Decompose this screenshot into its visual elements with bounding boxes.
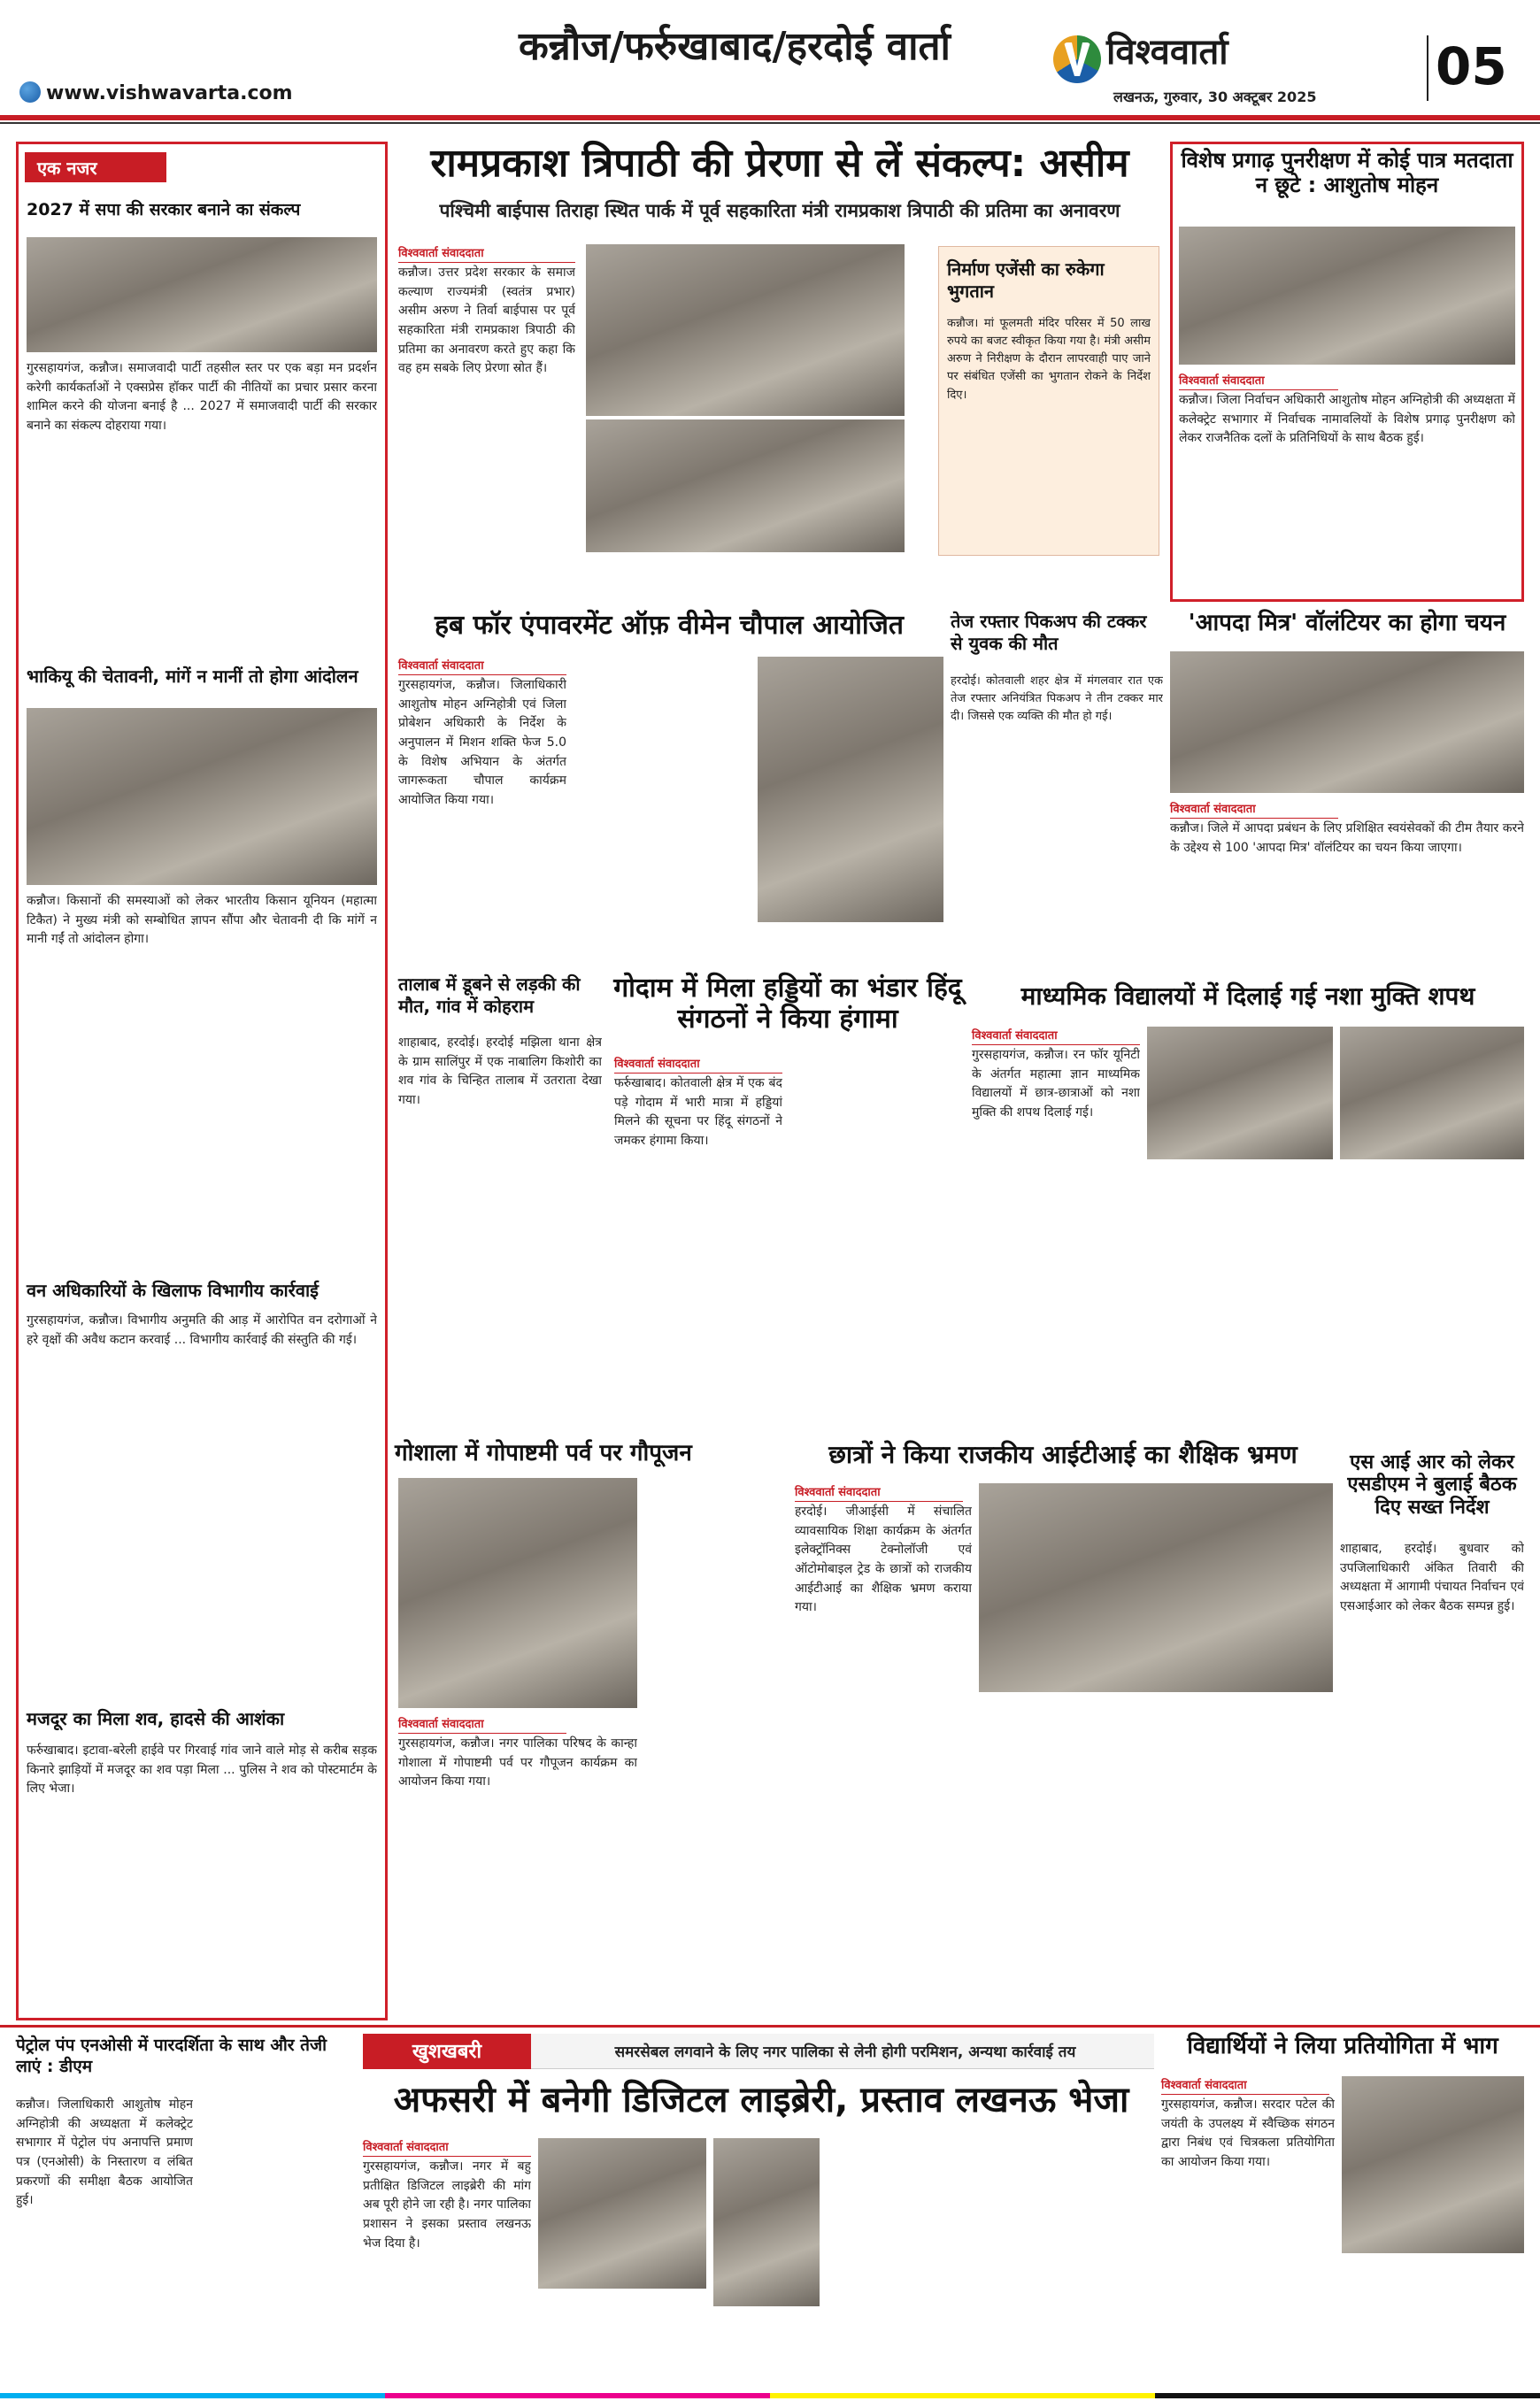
top-right-byline: विश्ववार्ता संवाददाता xyxy=(1179,372,1338,390)
masthead-rule-thin xyxy=(0,122,1540,124)
petrol-headline: पेट्रोल पंप एनओसी में पारदर्शिता के साथ और तेजी लाएं : डीएम xyxy=(16,2035,327,2076)
gosala-body: गुरसहायगंज, कन्नौज। नगर पालिका परिषद के कान्हा गोशाला में गोपाष्टमी पर्व पर गौपूजन कार्यक्रम का आयोजन किया गया। xyxy=(398,1736,637,1789)
apda-byline: विश्ववार्ता संवाददाता xyxy=(1170,800,1338,819)
color-strip xyxy=(0,2393,1540,2398)
godam-body: फर्रुखाबाद। कोतवाली क्षेत्र में एक बंद पड़े गोदाम में भारी मात्रा में हड्डियां मिलने की सूचना पर हिंदू संगठनों ने जमकर हंगामा किया। xyxy=(614,1076,782,1149)
bottom-lead-body-cont xyxy=(827,2138,1154,2389)
strap-label: समरसेबल लगवाने के लिए नगर पालिका से लेनी होगी परमिशन, अन्यथा कार्रवाई तय xyxy=(614,2043,1076,2061)
masthead-rule xyxy=(0,115,1540,120)
brief1-body: गुरसहायगंज, कन्नौज। समाजवादी पार्टी तहसील स्तर पर एक बड़ा मन प्रदर्शन करेगी कार्यकर्ताओं ने एक्सप्रेस हॉकर पार्टी की नीतियों का प्रचार प्रसार करना शामिल करने की योजना बनाई है ... 2027 में समाजवादी पार्टी की सरकार बनाने का संकल्प दोहराया गया। xyxy=(27,361,377,434)
iti-body: हरदोई। जीआईसी में संचालित व्यावसायिक शिक्षा कार्यक्रम के अंतर्गत इलेक्ट्रॉनिक्स टेक्नोलॉजी एवं ऑटोमोबाइल ट्रेड के छात्रों को राजकीय आईटीआई का शैक्षिक भ्रमण कराया गया। xyxy=(795,1504,972,1615)
lead-body: कन्नौज। उत्तर प्रदेश सरकार के समाज कल्याण राज्यमंत्री (स्वतंत्र प्रभार) असीम अरुण ने तिर्वा बाईपास पर पूर्व सहकारिता मंत्री रामप्रकाश त्रिपाठी की प्रतिमा का अनावरण करते हुए कहा कि वह हम सबके लिए प्रेरणा स्रोत हैं। xyxy=(398,265,575,376)
bottom-lead-photo-3 xyxy=(713,2138,820,2306)
sir-headline: एस आई आर को लेकर एसडीएम ने बुलाई बैठक दिए सख्त निर्देश xyxy=(1347,1451,1517,1519)
nasha-photo-2 xyxy=(1340,1027,1524,1159)
nirman-headline: निर्माण एजेंसी का रुकेगा भुगतान xyxy=(947,258,1105,302)
bottom-rule xyxy=(0,2025,1540,2028)
top-right-body: कन्नौज। जिला निर्वाचन अधिकारी आशुतोष मोहन अग्निहोत्री की अध्यक्षता में कलेक्ट्रेट सभागार में निर्वाचक नामावलियों के विशेष प्रगाढ़ पुनरीक्षण को लेकर राजनैतिक दलों के प्रतिनिधियों के साथ बैठक हुई। xyxy=(1179,393,1515,446)
lead-photo-1 xyxy=(586,244,905,416)
talab-body: शाहाबाद, हरदोई। हरदोई मझिला थाना क्षेत्र के ग्राम सालिंपुर में एक नाबालिग किशोरी का शव गांव के चिन्हित तालाब में उतराता देखा गया। xyxy=(398,1035,602,1108)
apda-photo xyxy=(1170,651,1524,793)
nasha-body-cont xyxy=(1147,1166,1524,1432)
bottom-lead-photo-1 xyxy=(538,2138,706,2289)
iti-photo xyxy=(979,1483,1333,1692)
masthead xyxy=(0,0,1540,115)
nirman-body: कन्नौज। मां फूलमती मंदिर परिसर में 50 लाख रुपये का बजट स्वीकृत किया गया है। मंत्री असीम अरुण ने निरीक्षण के दौरान लापरवाही पाए जाने पर संबंधित एजेंसी का भुगतान रोकने के निर्देश दिए। xyxy=(947,317,1151,402)
brief1-headline: 2027 में सपा की सरकार बनाने का संकल्प xyxy=(27,200,301,219)
iti-headline: छात्रों ने किया राजकीय आईटीआई का शैक्षिक भ्रमण xyxy=(828,1440,1297,1469)
top-right-headline: विशेष प्रगाढ़ पुनरीक्षण में कोई पात्र मतदाता न छूटे : आशुतोष मोहन xyxy=(1181,148,1513,197)
kicker-label: खुशखबरी xyxy=(412,2041,482,2063)
brief3-headline: वन अधिकारियों के खिलाफ विभागीय कार्रवाई xyxy=(27,1280,319,1301)
gosala-photo xyxy=(398,1478,637,1708)
brief3-body: गुरसहायगंज, कन्नौज। विभागीय अनुमति की आड़ में आरोपित वन दरोगाओं ने हरे वृक्षों की अवैध कटान करवाई ... विभागीय कार्रवाई की संस्तुति की गई। xyxy=(27,1313,377,1347)
pratiyogita-headline: विद्यार्थियों ने लिया प्रतियोगिता में भाग xyxy=(1187,2033,1498,2059)
tez-headline: तेज रफ्तार पिकअप की टक्कर से युवक की मौत xyxy=(951,611,1147,654)
brief4-body: फर्रुखाबाद। इटावा-बरेली हाईवे पर गिरवाई गांव जाने वाले मोड़ से करीब सड़क किनारे झाड़ियों में मजदूर का शव पड़ा मिला ... पुलिस ने शव को पोस्टमार्टम के लिए भेजा। xyxy=(27,1743,377,1797)
gosala-byline: विश्ववार्ता संवाददाता xyxy=(398,1715,566,1734)
nasha-headline: माध्यमिक विद्यालयों में दिलाई गई नशा मुक्ति शपथ xyxy=(1020,981,1475,1011)
page-number-divider xyxy=(1427,35,1428,101)
top-right-photo xyxy=(1179,227,1515,365)
gosala-body-cont xyxy=(644,1478,786,2018)
godam-byline: विश्ववार्ता संवाददाता xyxy=(614,1055,782,1074)
tez-body: हरदोई। कोतवाली शहर क्षेत्र में मंगलवार रात एक तेज रफ्तार अनियंत्रित पिकअप ने तीन टक्कर मार दी। जिससे एक व्यक्ति की मौत हो गई। xyxy=(951,674,1163,724)
nasha-byline: विश्ववार्ता संवाददाता xyxy=(972,1027,1140,1045)
chaupal-photo xyxy=(758,657,943,922)
brief2-photo xyxy=(27,708,377,885)
godam-headline: गोदाम में मिला हड्डियों का भंडार हिंदू संगठनों ने किया हंगामा xyxy=(613,973,962,1035)
chaupal-body: गुरसहायगंज, कन्नौज। जिलाधिकारी आशुतोष मोहन अग्निहोत्री एवं जिला प्रोबेशन अधिकारी के निर्देश के अनुपालन में मिशन शक्ति फेज 5.0 के विशेष अभियान के अंतर्गत जागरूकता चौपाल कार्यक्रम आयोजित किया गया। xyxy=(398,678,566,808)
sir-body: शाहाबाद, हरदोई। बुधवार को उपजिलाधिकारी अंकित तिवारी की अध्यक्षता में आगामी पंचायत निर्वाचन एवं एसआईआर को लेकर बैठक सम्पन्न हुई। xyxy=(1340,1542,1524,1614)
godam-body-cont xyxy=(789,1055,966,1427)
petrol-body-cont xyxy=(200,2096,359,2388)
nasha-body: गुरसहायगंज, कन्नौज। रन फॉर यूनिटी के अंतर्गत महात्मा ज्ञान माध्यमिक विद्यालयों में छात्र-छात्राओं को नशा मुक्ति की शपथ दिलाई गई। xyxy=(972,1048,1140,1120)
pratiyogita-body-cont xyxy=(1342,2260,1524,2389)
edition-title: कन्नौज/फर्रुखाबाद/हरदोई वार्ता xyxy=(519,24,951,69)
bottom-lead-headline: अफसरी में बनेगी डिजिटल लाइब्रेरी, प्रस्ताव लखनऊ भेजा xyxy=(393,2080,1129,2120)
apda-body: कन्नौज। जिले में आपदा प्रबंधन के लिए प्रशिक्षित स्वयंसेवकों की टीम तैयार करने के उद्देश्य से 100 'आपदा मित्र' वॉलंटियर का चयन किया जाएगा। xyxy=(1170,821,1524,855)
iti-byline: विश्ववार्ता संवाददाता xyxy=(795,1483,963,1502)
brief4-headline: मजदूर का मिला शव, हादसे की आशंका xyxy=(27,1708,285,1729)
pratiyogita-byline: विश्ववार्ता संवाददाता xyxy=(1161,2076,1329,2095)
lead-byline: विश्ववार्ता संवाददाता xyxy=(398,244,575,263)
brief2-headline: भाकियू की चेतावनी, मांगें न मानीं तो होगा आंदोलन xyxy=(27,666,358,687)
talab-headline: तालाब में डूबने से लड़की की मौत, गांव में कोहराम xyxy=(398,973,581,1017)
lead-subheadline: पश्चिमी बाईपास तिराहा स्थित पार्क में पूर्व सहकारिता मंत्री रामप्रकाश त्रिपाठी की प्रतिमा का अनावरण xyxy=(439,200,1120,221)
gosala-headline: गोशाला में गोपाष्टमी पर्व पर गौपूजन xyxy=(395,1440,692,1466)
petrol-body: कन्नौज। जिलाधिकारी आशुतोष मोहन अग्निहोत्री की अध्यक्षता में कलेक्ट्रेट सभागार में पेट्रोल पंप अनापत्ति प्रमाण पत्र (एनओसी) के निस्तारण व लंबित प्रकरणों की समीक्षा बैठक आयोजित हुई। xyxy=(16,2097,193,2208)
lead-headline: रामप्रकाश त्रिपाठी की प्रेरणा से लें संकल्प: असीम xyxy=(430,141,1129,186)
chaupal-byline: विश्ववार्ता संवाददाता xyxy=(398,657,566,675)
apda-headline: 'आपदा मित्र' वॉलंटियर का होगा चयन xyxy=(1188,610,1506,636)
dateline: लखनऊ, गुरुवार, 30 अक्टूबर 2025 xyxy=(1113,88,1317,105)
website-globe-icon xyxy=(19,81,41,103)
lead-photo-2 xyxy=(586,419,905,552)
section-label: एक नजर xyxy=(25,152,166,182)
pratiyogita-photo xyxy=(1342,2076,1524,2253)
brief1-photo xyxy=(27,237,377,352)
paper-name: विश्ववार्ता xyxy=(1106,32,1228,73)
nasha-photo-1 xyxy=(1147,1027,1333,1159)
pratiyogita-body: गुरसहायगंज, कन्नौज। सरदार पटेल की जयंती के उपलक्ष्य में स्वैच्छिक संगठन द्वारा निबंध एवं चित्रकला प्रतियोगिता का आयोजन किया गया। xyxy=(1161,2097,1335,2170)
bottom-lead-body: गुरसहायगंज, कन्नौज। नगर में बहु प्रतीक्षित डिजिटल लाइब्रेरी की मांग अब पूरी होने जा रही है। नगर पालिका प्रशासन ने इसका प्रस्ताव लखनऊ भेज दिया है। xyxy=(363,2159,531,2251)
chaupal-headline: हब फॉर एंपावरमेंट ऑफ़ वीमेन चौपाल आयोजित xyxy=(434,610,905,641)
website-link[interactable]: www.vishwavarta.com xyxy=(46,82,293,104)
iti-body-cont xyxy=(979,1699,1333,2018)
bottom-lead-byline: विश्ववार्ता संवाददाता xyxy=(363,2138,531,2157)
chaupal-body-cont xyxy=(574,657,751,966)
brief2-body: कन्नौज। किसानों की समस्याओं को लेकर भारतीय किसान यूनियन (महात्मा टिकैत) ने मुख्य मंत्री को सम्बोधित ज्ञापन सौंपा और चेतावनी दी कि मांगें न मानी गईं तो आंदोलन होगा। xyxy=(27,894,377,947)
page-number: 05 xyxy=(1436,36,1507,96)
